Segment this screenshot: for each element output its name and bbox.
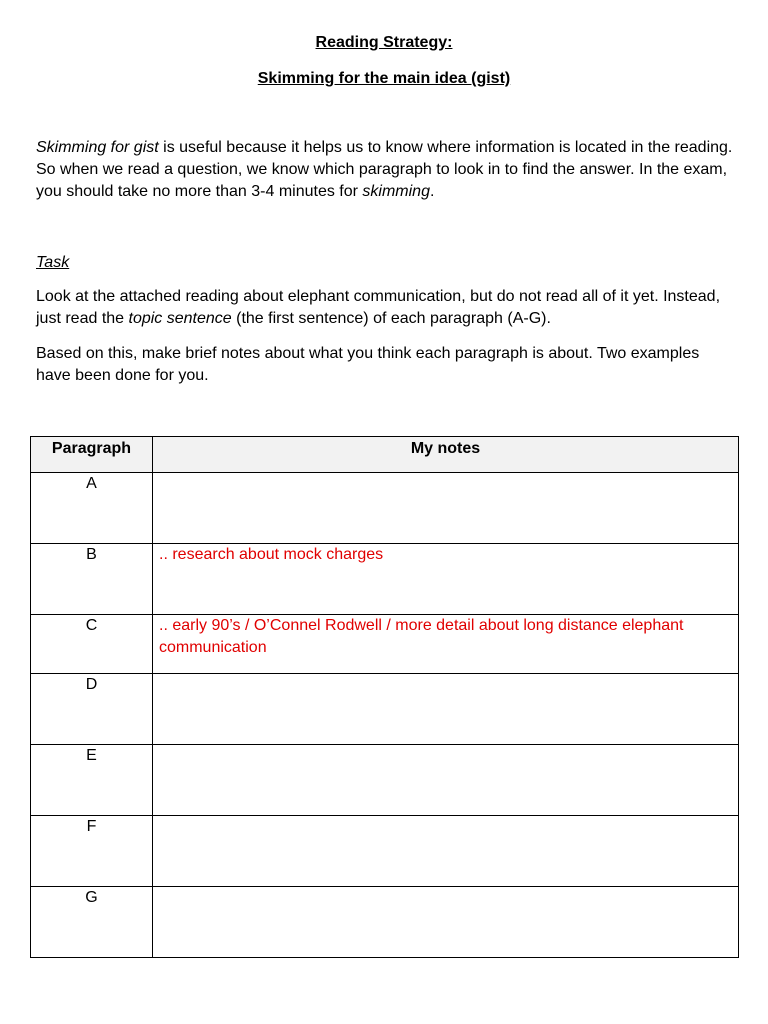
- intro-text-end: .: [429, 183, 435, 200]
- table-row: [31, 887, 739, 958]
- table-row: [31, 816, 739, 887]
- paragraph-letter: C: [31, 615, 153, 674]
- paragraph-letter: F: [31, 816, 153, 887]
- paragraph-letter: E: [31, 745, 153, 816]
- notes-cell[interactable]: .. early 90’s / O’Connel Rodwell / more detail about long distance elephant communication: [153, 615, 739, 674]
- notes-cell[interactable]: [153, 473, 739, 544]
- header-my-notes: My notes: [153, 437, 739, 473]
- document-subtitle: Skimming for the main idea (gist): [257, 70, 511, 87]
- notes-cell[interactable]: .. research about mock charges: [153, 544, 739, 615]
- table-row: [31, 544, 739, 615]
- table-row: [31, 473, 739, 544]
- paragraph-letter: G: [31, 887, 153, 958]
- intro-text: is useful because it helps us to know where information is located in the reading. So when we read a question, we know which paragraph to look in to find the answer. In the exam, you should take no more than 3-4 minutes for: [36, 139, 733, 200]
- table-row: [31, 674, 739, 745]
- notes-table: [30, 436, 739, 958]
- table-header-row: [31, 437, 739, 473]
- notes-cell[interactable]: [153, 887, 739, 958]
- paragraph-letter: D: [31, 674, 153, 745]
- document-title: Reading Strategy:: [315, 34, 453, 51]
- notes-cell[interactable]: [153, 745, 739, 816]
- task-text-end: (the first sentence) of each paragraph (A-G).: [231, 310, 551, 327]
- intro-emphasis: Skimming for gist: [36, 139, 159, 156]
- notes-cell[interactable]: [153, 816, 739, 887]
- header-paragraph: Paragraph: [31, 437, 153, 473]
- task-text: Look at the attached reading about elephant communication, but do not read all of it yet. Instead, just read the: [36, 288, 721, 327]
- task-paragraph-1: [36, 286, 736, 330]
- paragraph-letter: A: [31, 473, 153, 544]
- table-row: [31, 615, 739, 674]
- paragraph-letter: B: [31, 544, 153, 615]
- task-emphasis: topic sentence: [128, 310, 232, 327]
- intro-emphasis-2: skimming: [362, 183, 430, 200]
- intro-paragraph: [36, 137, 736, 203]
- notes-cell[interactable]: [153, 674, 739, 745]
- task-heading: Task: [36, 254, 70, 271]
- table-row: [31, 745, 739, 816]
- task-paragraph-2: Based on this, make brief notes about what you think each paragraph is about. Two examples have been done for you.: [36, 345, 700, 384]
